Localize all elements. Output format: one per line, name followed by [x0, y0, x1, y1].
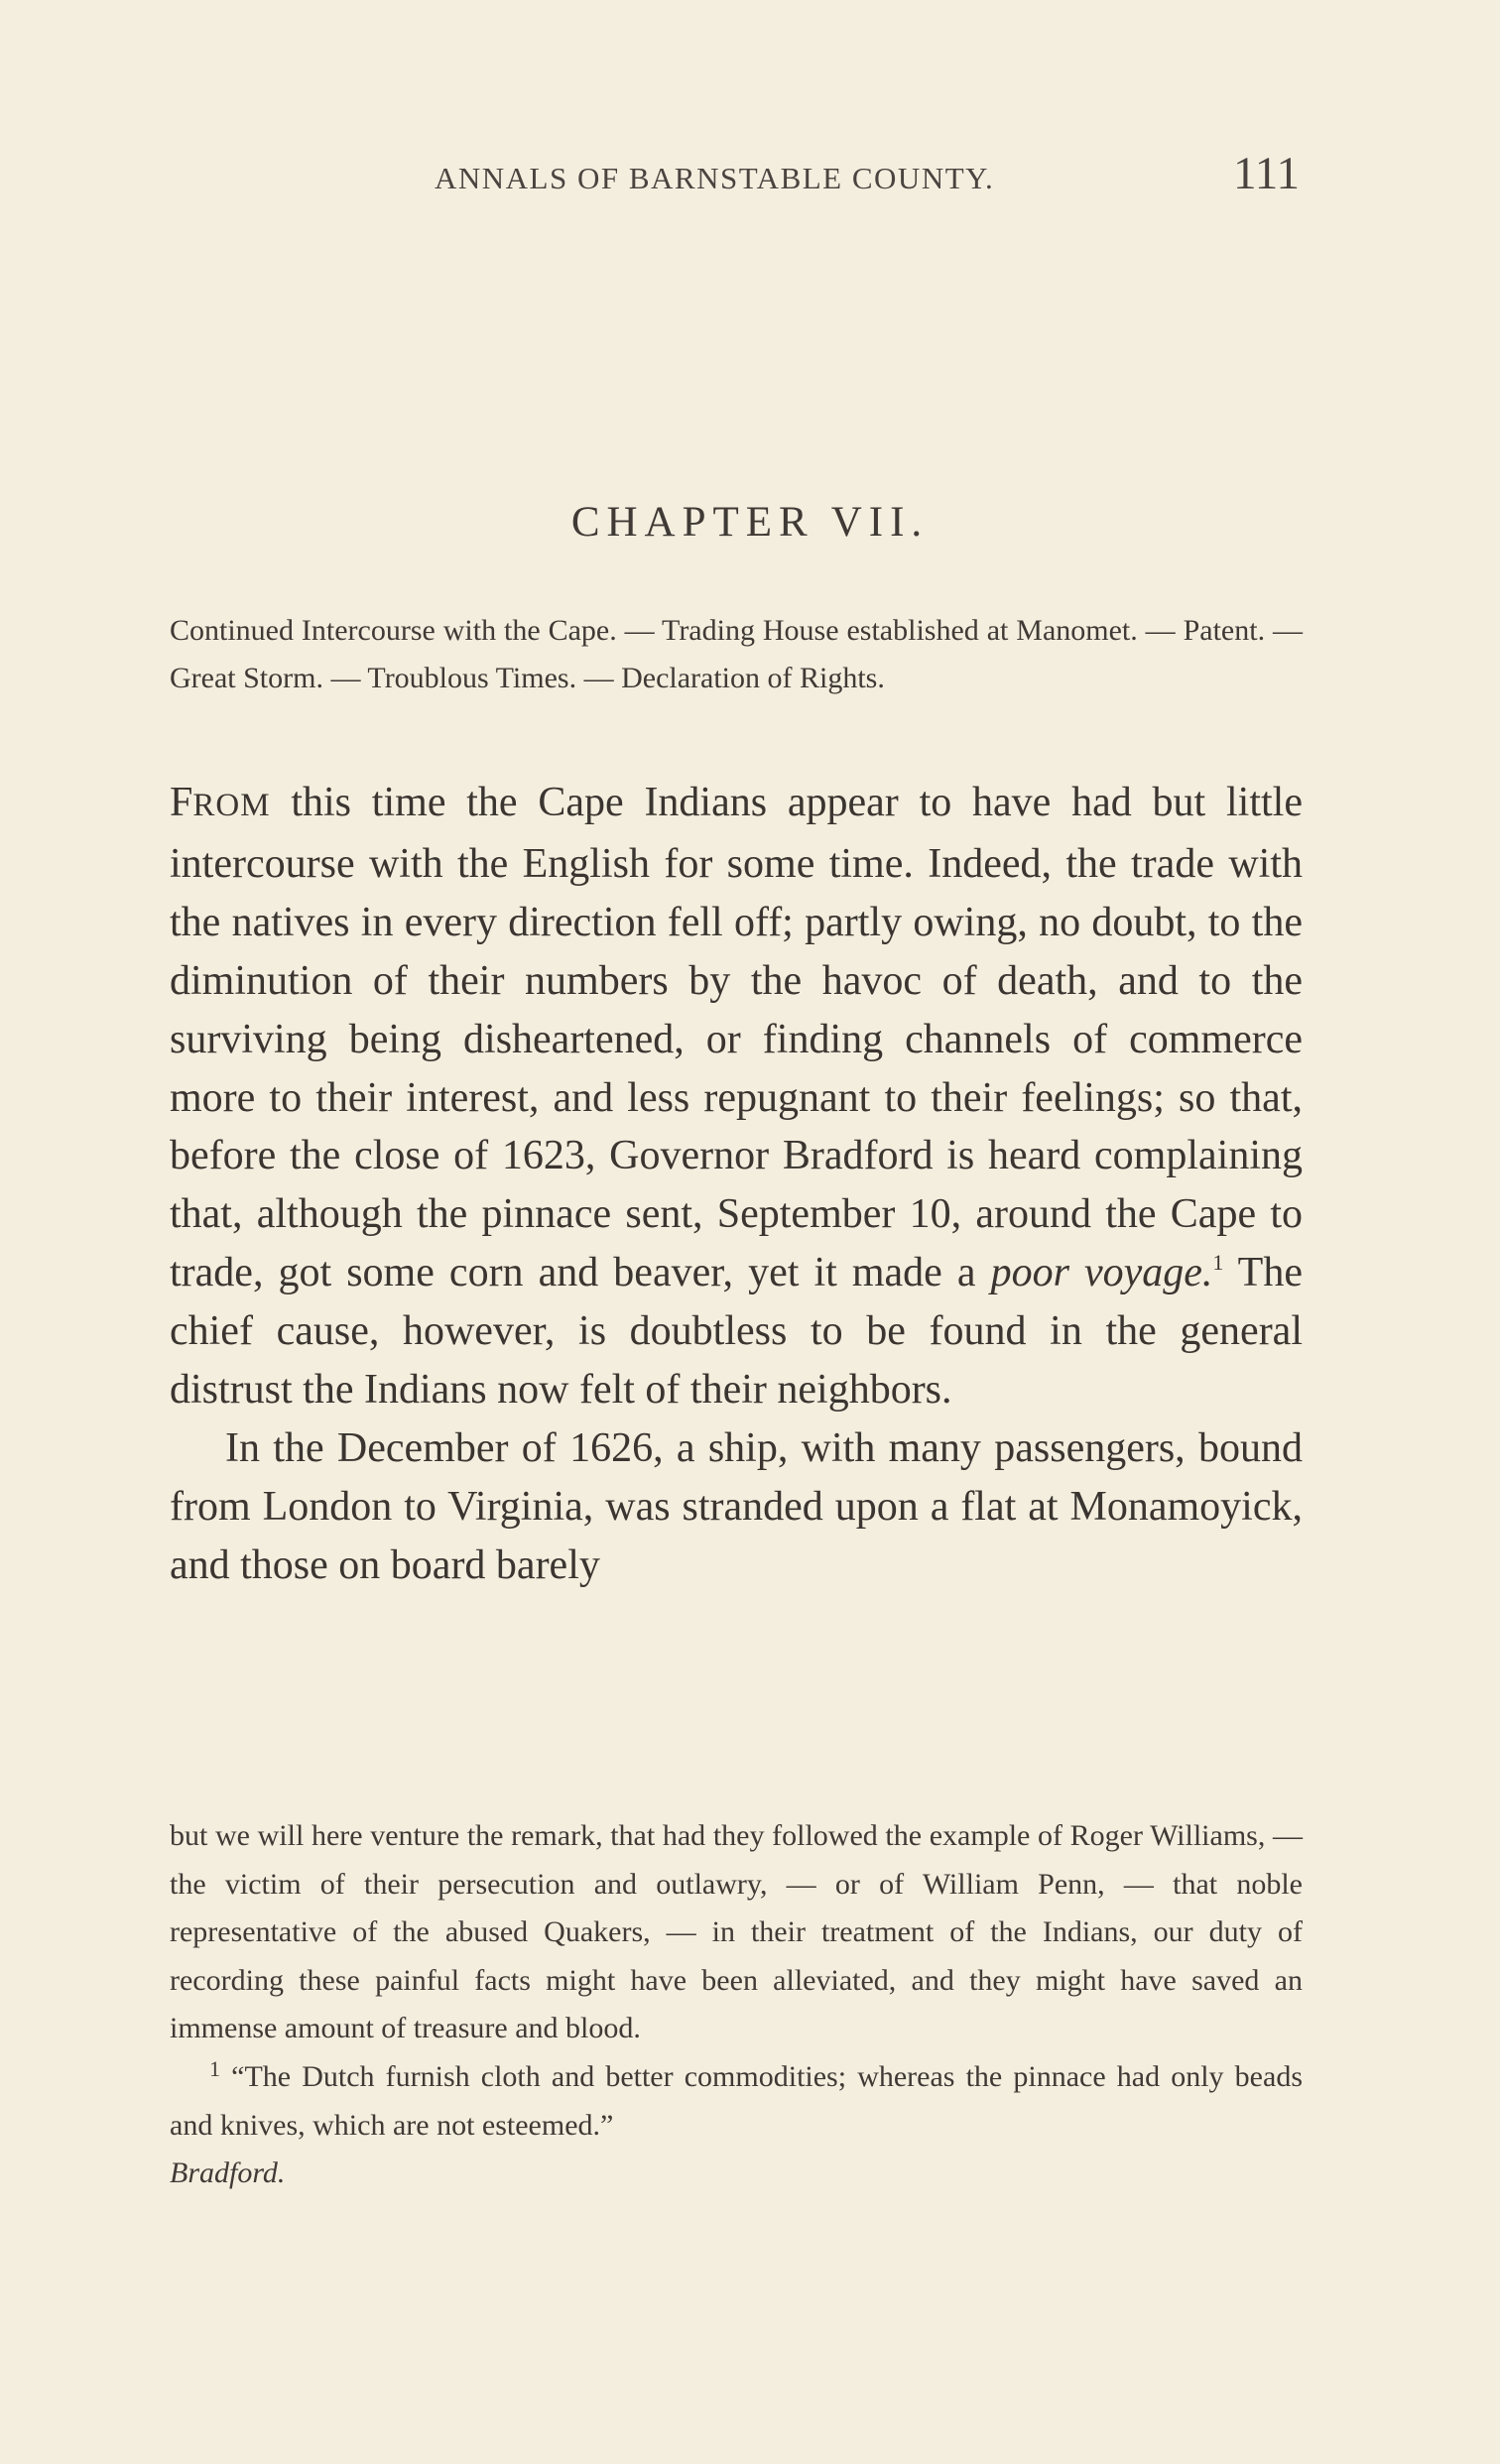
running-head [169, 147, 1300, 206]
chapter-title: CHAPTER VII. [570, 499, 930, 546]
footnote-1-mark: 1 [209, 2055, 220, 2081]
footnote-1-text: “The Dutch furnish cloth and better commodities; whereas the pinnace had only beads and knives, which are not esteemed.” [170, 2059, 1303, 2142]
footnote-reference-1: 1 [1212, 1250, 1224, 1276]
body-text [170, 774, 1303, 1595]
paragraph-1-text-b: The chief cause, however, is doubtless to be found in the general distrust the Indians now felt of their neighbors. [170, 1250, 1303, 1414]
paragraph-1 [170, 774, 1303, 1419]
opening-small-caps: ROM [192, 788, 271, 823]
footnote-continued: but we will here venture the remark, that had they followed the example of Roger Williams, — the victim of their persecution and outlawry, — or of William Penn, — that noble representative of the abused Quakers, — in their treatment of the Indians, our duty of recording these painful facts might have been alleviated, and they might have saved an immense amount of treasure and blood. [170, 1819, 1303, 2045]
footnotes [170, 1812, 1303, 2198]
footnote-1-source: Bradford. [170, 2156, 286, 2190]
paragraph-1-text-a: this time the Cape Indians appear to have had but little intercourse with the English for some time. Indeed, the trade with the natives in every direction fell off; partly owing, no doubt, to the diminution of their numbers by the havoc of death, and to the surviving being disheartened, or finding channels of commerce more to their interest, and less repugnant to their feelings; so that, before the close of 1623, Governor Bradford is heard complaining that, although the pinnace sent, September 10, around the Cape to trade, got some corn and beaver, yet it made a [170, 780, 1303, 1296]
chapter-summary: Continued Intercourse with the Cape. — Trading House established at Manomet. — Patent. — Great Storm. — Troublous Times. — Declaration of Rights. [170, 614, 1303, 694]
running-title: ANNALS OF BARNSTABLE COUNTY. [435, 161, 995, 195]
page-number: 111 [1232, 148, 1300, 199]
footnote-1 [170, 2053, 1303, 2198]
paragraph-2: In the December of 1626, a ship, with many passengers, bound from London to Virginia, was stranded upon a flat at Monamoyick, and those on board barely [170, 1424, 1303, 1588]
opening-capital: F [170, 780, 193, 825]
paragraph-1-italic: poor voyage. [990, 1250, 1213, 1296]
